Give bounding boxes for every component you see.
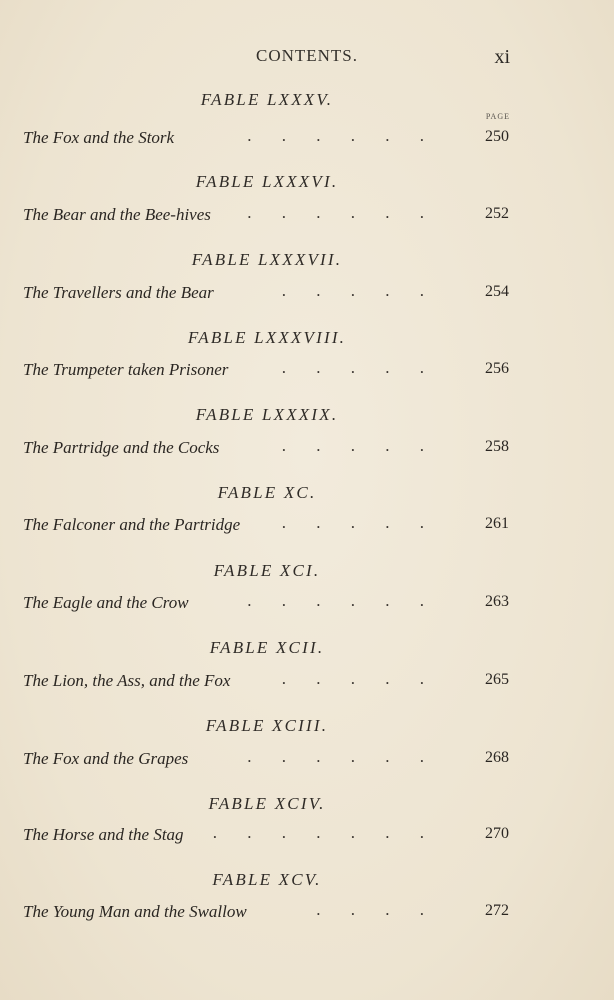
dot-leaders: . . . . . (281, 281, 437, 300)
dot-leaders: . . . . (316, 900, 437, 919)
fable-heading: FABLE XCIII. (205, 716, 329, 735)
fable-heading: FABLE XC. (217, 483, 317, 502)
page-number: xi (494, 46, 510, 68)
entry-title: The Fox and the Stork (23, 128, 175, 147)
fable-heading: FABLE LXXXIX. (195, 405, 339, 424)
entry-title: The Horse and the Stag (23, 825, 184, 844)
contents-entry[interactable] (23, 515, 509, 537)
running-head (0, 46, 614, 70)
fable-heading: FABLE XCII. (209, 638, 325, 657)
contents-entry[interactable] (23, 205, 509, 227)
contents-entry[interactable] (23, 593, 509, 615)
contents-entry[interactable] (23, 360, 509, 382)
dot-leaders: . . . . . (281, 669, 437, 688)
dot-leaders: . . . . . . (247, 126, 437, 145)
entry-page-number: 258 (485, 438, 509, 455)
entry-title: The Young Man and the Swallow (23, 902, 247, 921)
contents-entry[interactable] (23, 671, 509, 693)
dot-leaders: . . . . . . (247, 203, 437, 222)
running-title: CONTENTS. (255, 46, 359, 65)
entry-page-number: 256 (485, 360, 509, 377)
fable-heading: FABLE XCIV. (208, 794, 326, 813)
dot-leaders: . . . . . . . (212, 823, 437, 842)
contents-entry[interactable] (23, 825, 509, 847)
entry-title: The Partridge and the Cocks (23, 438, 220, 457)
fable-heading: FABLE LXXXVIII. (187, 328, 347, 347)
entry-page-number: 254 (485, 283, 509, 300)
entry-title: The Travellers and the Bear (23, 283, 214, 302)
fable-heading: FABLE XCI. (213, 561, 321, 580)
entry-page-number: 272 (485, 902, 509, 919)
entry-title: The Fox and the Grapes (23, 749, 189, 768)
entry-title: The Bear and the Bee-hives (23, 205, 211, 224)
dot-leaders: . . . . . (281, 513, 437, 532)
page-column-label: PAGE (485, 112, 510, 121)
entry-page-number: 263 (485, 593, 509, 610)
entry-page-number: 261 (485, 515, 509, 532)
fable-heading: FABLE LXXXVI. (195, 172, 339, 191)
fable-heading: FABLE LXXXV. (200, 90, 334, 109)
fable-heading: FABLE XCV. (212, 870, 322, 889)
contents-entry[interactable] (23, 283, 509, 305)
entry-page-number: 252 (485, 205, 509, 222)
entry-page-number: 265 (485, 671, 509, 688)
fable-heading: FABLE LXXXVII. (191, 250, 343, 269)
entry-title: The Eagle and the Crow (23, 593, 189, 612)
dot-leaders: . . . . . . (247, 591, 437, 610)
entry-title: The Lion, the Ass, and the Fox (23, 671, 231, 690)
entry-page-number: 270 (485, 825, 509, 842)
contents-entry[interactable] (23, 438, 509, 460)
dot-leaders: . . . . . (281, 436, 437, 455)
dot-leaders: . . . . . (281, 358, 437, 377)
contents-entry[interactable] (23, 749, 509, 771)
entry-page-number: 268 (485, 749, 509, 766)
entry-page-number: 250 (485, 128, 509, 145)
dot-leaders: . . . . . . (247, 747, 437, 766)
contents-entry[interactable] (23, 902, 509, 924)
contents-entry[interactable] (23, 128, 509, 150)
entry-title: The Falconer and the Partridge (23, 515, 241, 534)
entry-title: The Trumpeter taken Prisoner (23, 360, 229, 379)
